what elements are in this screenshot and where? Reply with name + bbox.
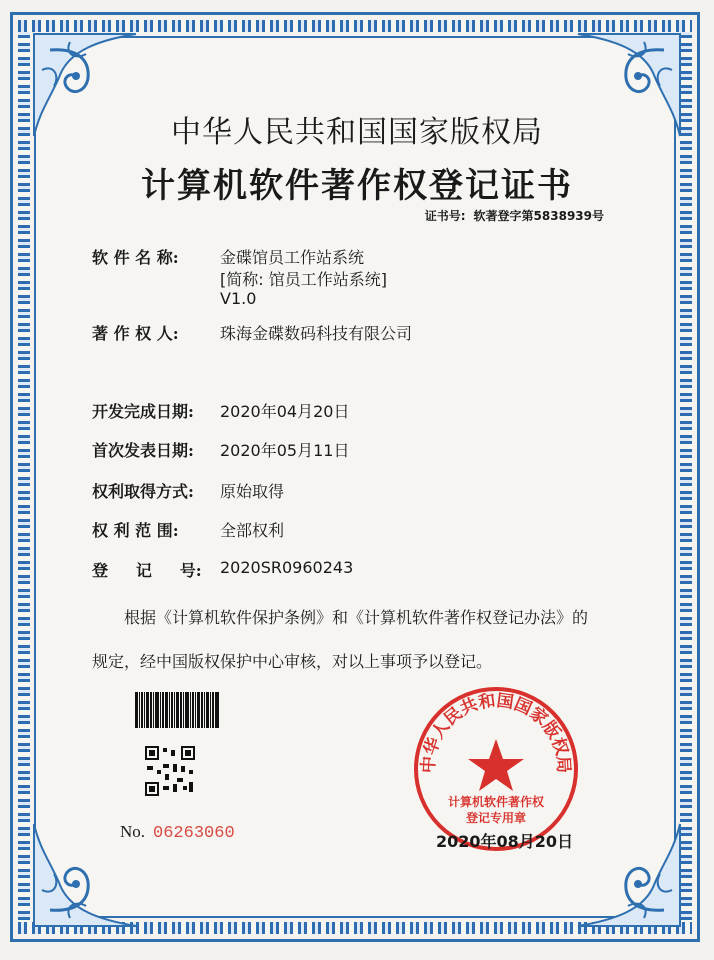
serial-number <box>120 822 235 843</box>
field-label-registration-number: 登 记 号: <box>92 561 202 580</box>
certificate-title: 计算机软件著作权登记证书 <box>141 166 573 206</box>
seal-inner-line-1: 计算机软件著作权 <box>447 795 545 809</box>
certificate-number <box>417 207 604 224</box>
field-label-copyright-owner: 著 作 权 人: <box>92 324 179 343</box>
field-value-software-name: 金碟馆员工作站系统 <box>220 248 365 267</box>
seal-date: 2020年08月20日 <box>436 832 574 851</box>
serial-prefix: No. <box>120 822 146 841</box>
barcode-icon <box>135 692 235 728</box>
seal-ring-text: 中华人民共和国国家版权局 <box>418 690 574 774</box>
field-label-acquisition-method: 权利取得方式: <box>92 482 194 501</box>
issuer-heading: 中华人民共和国国家版权局 <box>171 115 543 150</box>
serial-value: 06263060 <box>153 824 235 843</box>
field-value-copyright-owner: 珠海金碟数码科技有限公司 <box>220 324 413 343</box>
corner-ornament-icon <box>574 820 684 930</box>
field-value-registration-number: 2020SR0960243 <box>220 558 354 577</box>
seal-inner-line-2: 登记专用章 <box>465 811 527 825</box>
statement-paragraph <box>92 596 642 684</box>
field-label-completion-date: 开发完成日期: <box>92 402 194 421</box>
qr-code-icon <box>145 746 195 796</box>
field-value-acquisition-method: 原始取得 <box>220 482 285 501</box>
statement-line-2: 规定，经中国版权保护中心审核，对以上事项予以登记。 <box>92 652 493 671</box>
field-label-software-name: 软 件 名 称: <box>92 248 179 267</box>
field-value-software-version: V1.0 <box>220 289 257 308</box>
field-value-rights-scope: 全部权利 <box>220 521 285 540</box>
field-label-publish-date: 首次发表日期: <box>92 441 194 460</box>
field-label-rights-scope: 权 利 范 围: <box>92 521 179 540</box>
statement-line-1: 根据《计算机软件保护条例》和《计算机软件著作权登记办法》的 <box>124 608 589 627</box>
certificate-number-label: 证书号: <box>424 209 466 223</box>
field-value-completion-date: 2020年04月20日 <box>220 402 350 421</box>
field-value-software-short-name: [简称: 馆员工作站系统] <box>220 270 387 289</box>
certificate-number-value: 软著登字第5838939号 <box>473 209 604 223</box>
field-value-publish-date: 2020年05月11日 <box>220 441 350 460</box>
